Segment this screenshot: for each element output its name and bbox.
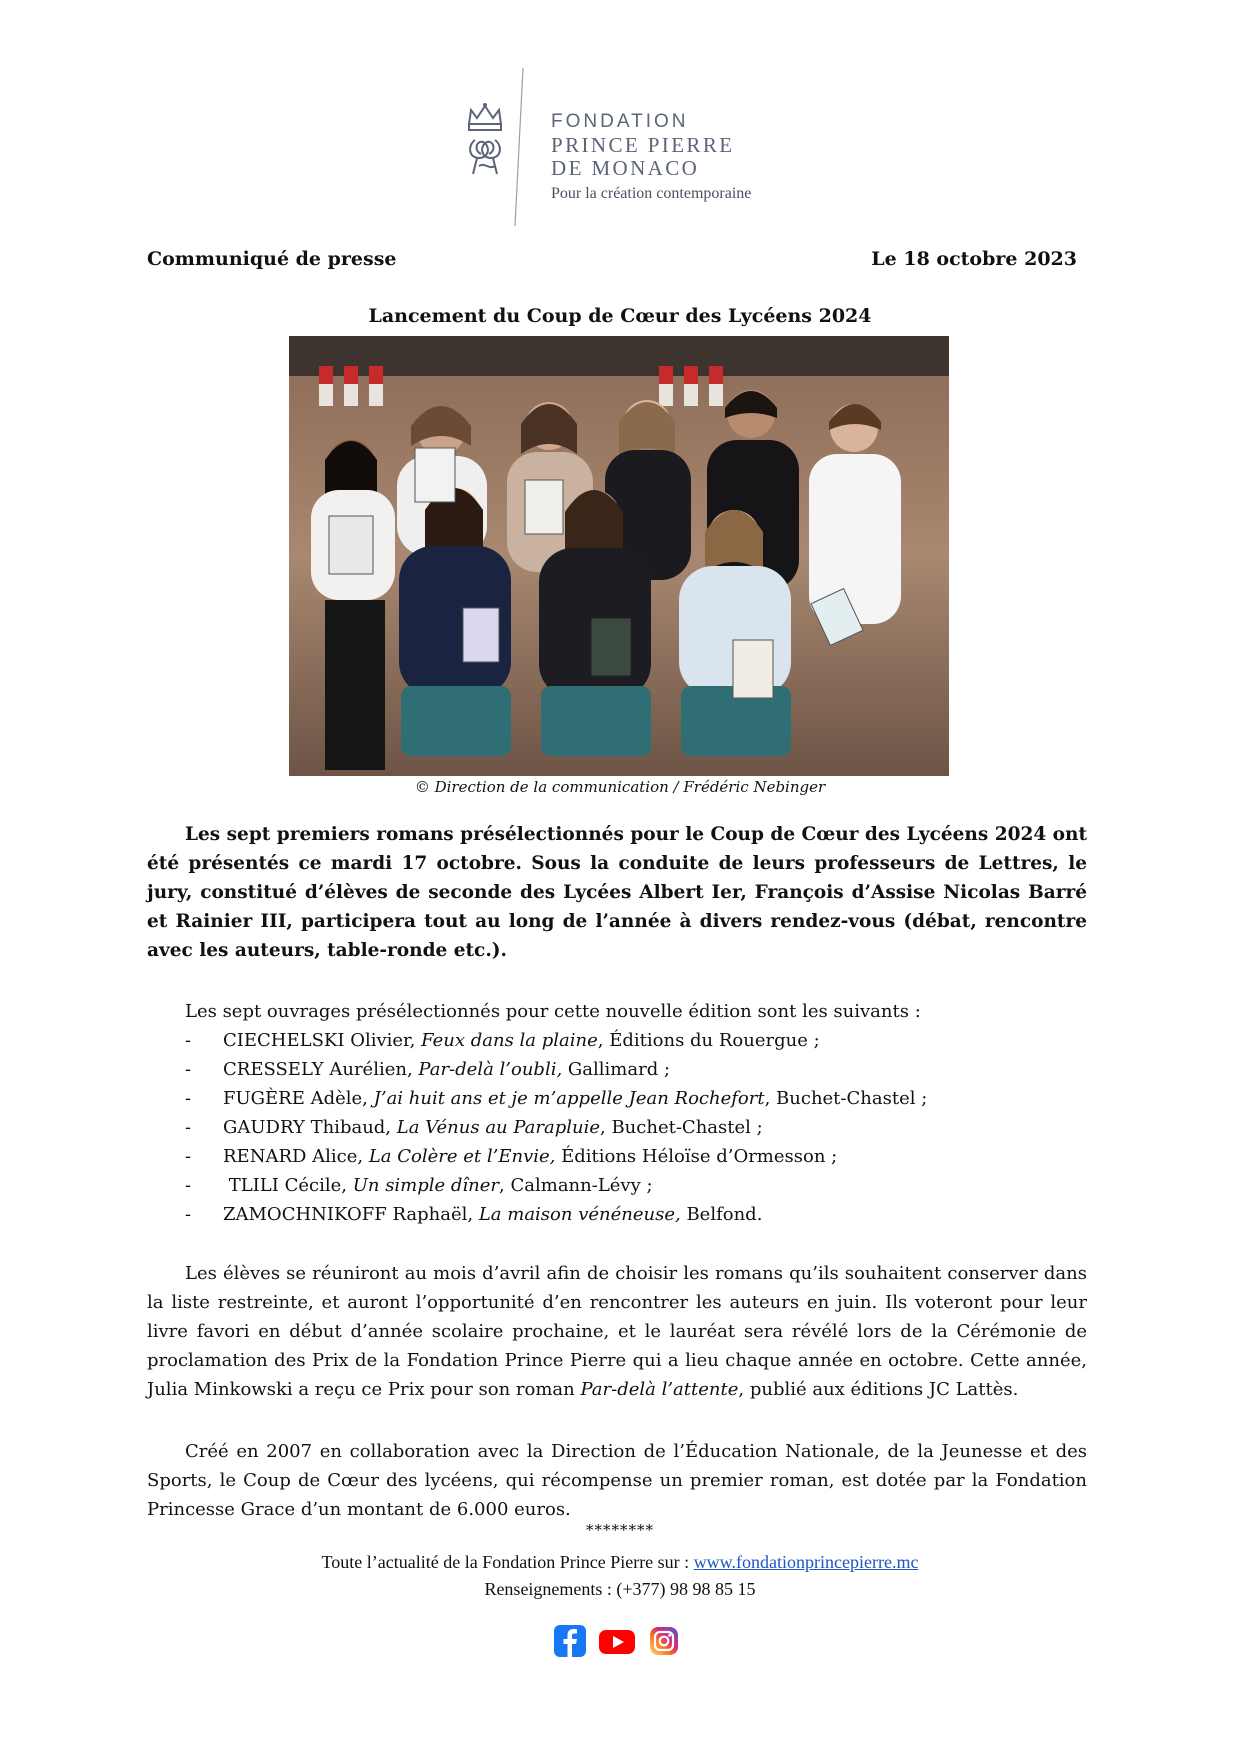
- logo-line-de-monaco: DE MONACO: [551, 156, 700, 180]
- social-links: [554, 1625, 680, 1657]
- list-item: [185, 1142, 927, 1171]
- website-link[interactable]: www.fondationprincepierre.mc: [693, 1552, 919, 1572]
- book-author: FUGÈRE Adèle,: [223, 1088, 374, 1109]
- lead-paragraph: Les sept premiers romans présélectionnés pour le Coup de Cœur des Lycéens 2024 ont été présentés ce mardi 17 octobre. Sous la conduite de leurs professeurs de Lettres, le jury, constitué d’élèves de seconde des Lycées Albert Ier, François d’Assise Nicolas Barré et Rainier III, participera tout au long de l’année à divers rendez-vous (débat, rencontre avec les auteurs, table-ronde etc.).: [147, 824, 1087, 961]
- youtube-icon[interactable]: [598, 1625, 636, 1657]
- book-publisher: Belfond.: [680, 1204, 763, 1225]
- doc-date: Le 18 octobre 2023: [871, 248, 1077, 270]
- prize-history-paragraph: Créé en 2007 en collaboration avec la Direction de l’Éducation Nationale, de la Jeunesse et des Sports, le Coup de Cœur des lycéens, qui récompense un premier roman, est dotée par la Fondation Princesse Grace d’un montant de 6.000 euros.: [147, 1441, 1087, 1520]
- book-author: CRESSELY Aurélien,: [223, 1059, 419, 1080]
- book-title: J’ai huit ans et je m’appelle Jean Rochefort: [373, 1088, 765, 1109]
- list-item: [185, 1055, 927, 1084]
- footer-contact: Renseignements : (+377) 98 98 85 15: [484, 1579, 756, 1599]
- book-title: La Colère et l’Envie,: [368, 1146, 556, 1167]
- foundation-crest-logo: [463, 100, 507, 180]
- book-title: La maison vénéneuse,: [478, 1204, 681, 1225]
- list-item: [185, 1171, 927, 1200]
- separator-stars: ********: [586, 1521, 654, 1539]
- selection-process-paragraph: [147, 1259, 1087, 1404]
- facebook-icon[interactable]: [554, 1625, 586, 1657]
- paragraph-text: Les élèves se réuniront au mois d’avril afin de choisir les romans qu’ils souhaitent conserver dans la liste restreinte, et auront l’opportunité d’en rencontrer les auteurs en juin. Ils voteront pour leur livre favori en début d’année scolaire prochaine, et le lauréat sera révélé lors de la Cérémonie de proclamation des Prix de la Fondation Prince Pierre qui a lieu chaque année en octobre. Cette année, Julia Minkowski a reçu ce Prix pour son roman: [147, 1263, 1087, 1400]
- book-list: [185, 1026, 927, 1229]
- book-title: Feux dans la plaine: [421, 1030, 598, 1051]
- book-author: RENARD Alice,: [223, 1146, 369, 1167]
- list-item: [185, 1113, 927, 1142]
- book-author: CIECHELSKI Olivier,: [223, 1030, 422, 1051]
- book-title: Un simple dîner: [352, 1175, 500, 1196]
- book-publisher: , Calmann-Lévy ;: [499, 1175, 653, 1196]
- group-photo: [289, 336, 949, 776]
- book-author: ZAMOCHNIKOFF Raphaël,: [223, 1204, 479, 1225]
- book-publisher: Gallimard ;: [562, 1059, 671, 1080]
- book-publisher: , Buchet-Chastel ;: [600, 1117, 763, 1138]
- book-author: TLILI Cécile,: [223, 1175, 353, 1196]
- logo-tagline: Pour la création contemporaine: [551, 185, 752, 202]
- book-author: GAUDRY Thibaud,: [223, 1117, 397, 1138]
- foundation-wordmark: [551, 110, 751, 205]
- logo-line-prince-pierre: PRINCE PIERRE: [551, 133, 735, 157]
- book-publisher: , Éditions du Rouergue ;: [597, 1030, 820, 1051]
- book-title: La Vénus au Parapluie: [396, 1117, 601, 1138]
- list-item: [185, 1026, 927, 1055]
- book-publisher: , Buchet-Chastel ;: [764, 1088, 928, 1109]
- logo-line-fondation: FONDATION: [551, 111, 689, 132]
- paragraph-tail: , publié aux éditions JC Lattès.: [738, 1379, 1019, 1400]
- list-item: [185, 1084, 927, 1113]
- doc-type-label: Communiqué de presse: [147, 248, 397, 270]
- logo-divider: [518, 68, 520, 226]
- page-title: Lancement du Coup de Cœur des Lycéens 2024: [368, 305, 872, 327]
- book-publisher: Éditions Héloïse d’Ormesson ;: [555, 1146, 838, 1167]
- book-title: Par-delà l’oubli,: [418, 1059, 563, 1080]
- winning-book-title: Par-delà l’attente: [580, 1379, 739, 1400]
- footer-prefix: Toute l’actualité de la Fondation Prince Pierre sur :: [321, 1552, 694, 1572]
- book-list-intro: Les sept ouvrages présélectionnés pour cette nouvelle édition sont les suivants :: [185, 1001, 921, 1022]
- footer-website-line: [0, 1552, 1240, 1573]
- instagram-icon[interactable]: [648, 1625, 680, 1657]
- photo-caption: © Direction de la communication / Frédéric Nebinger: [414, 778, 826, 796]
- list-item: [185, 1200, 927, 1229]
